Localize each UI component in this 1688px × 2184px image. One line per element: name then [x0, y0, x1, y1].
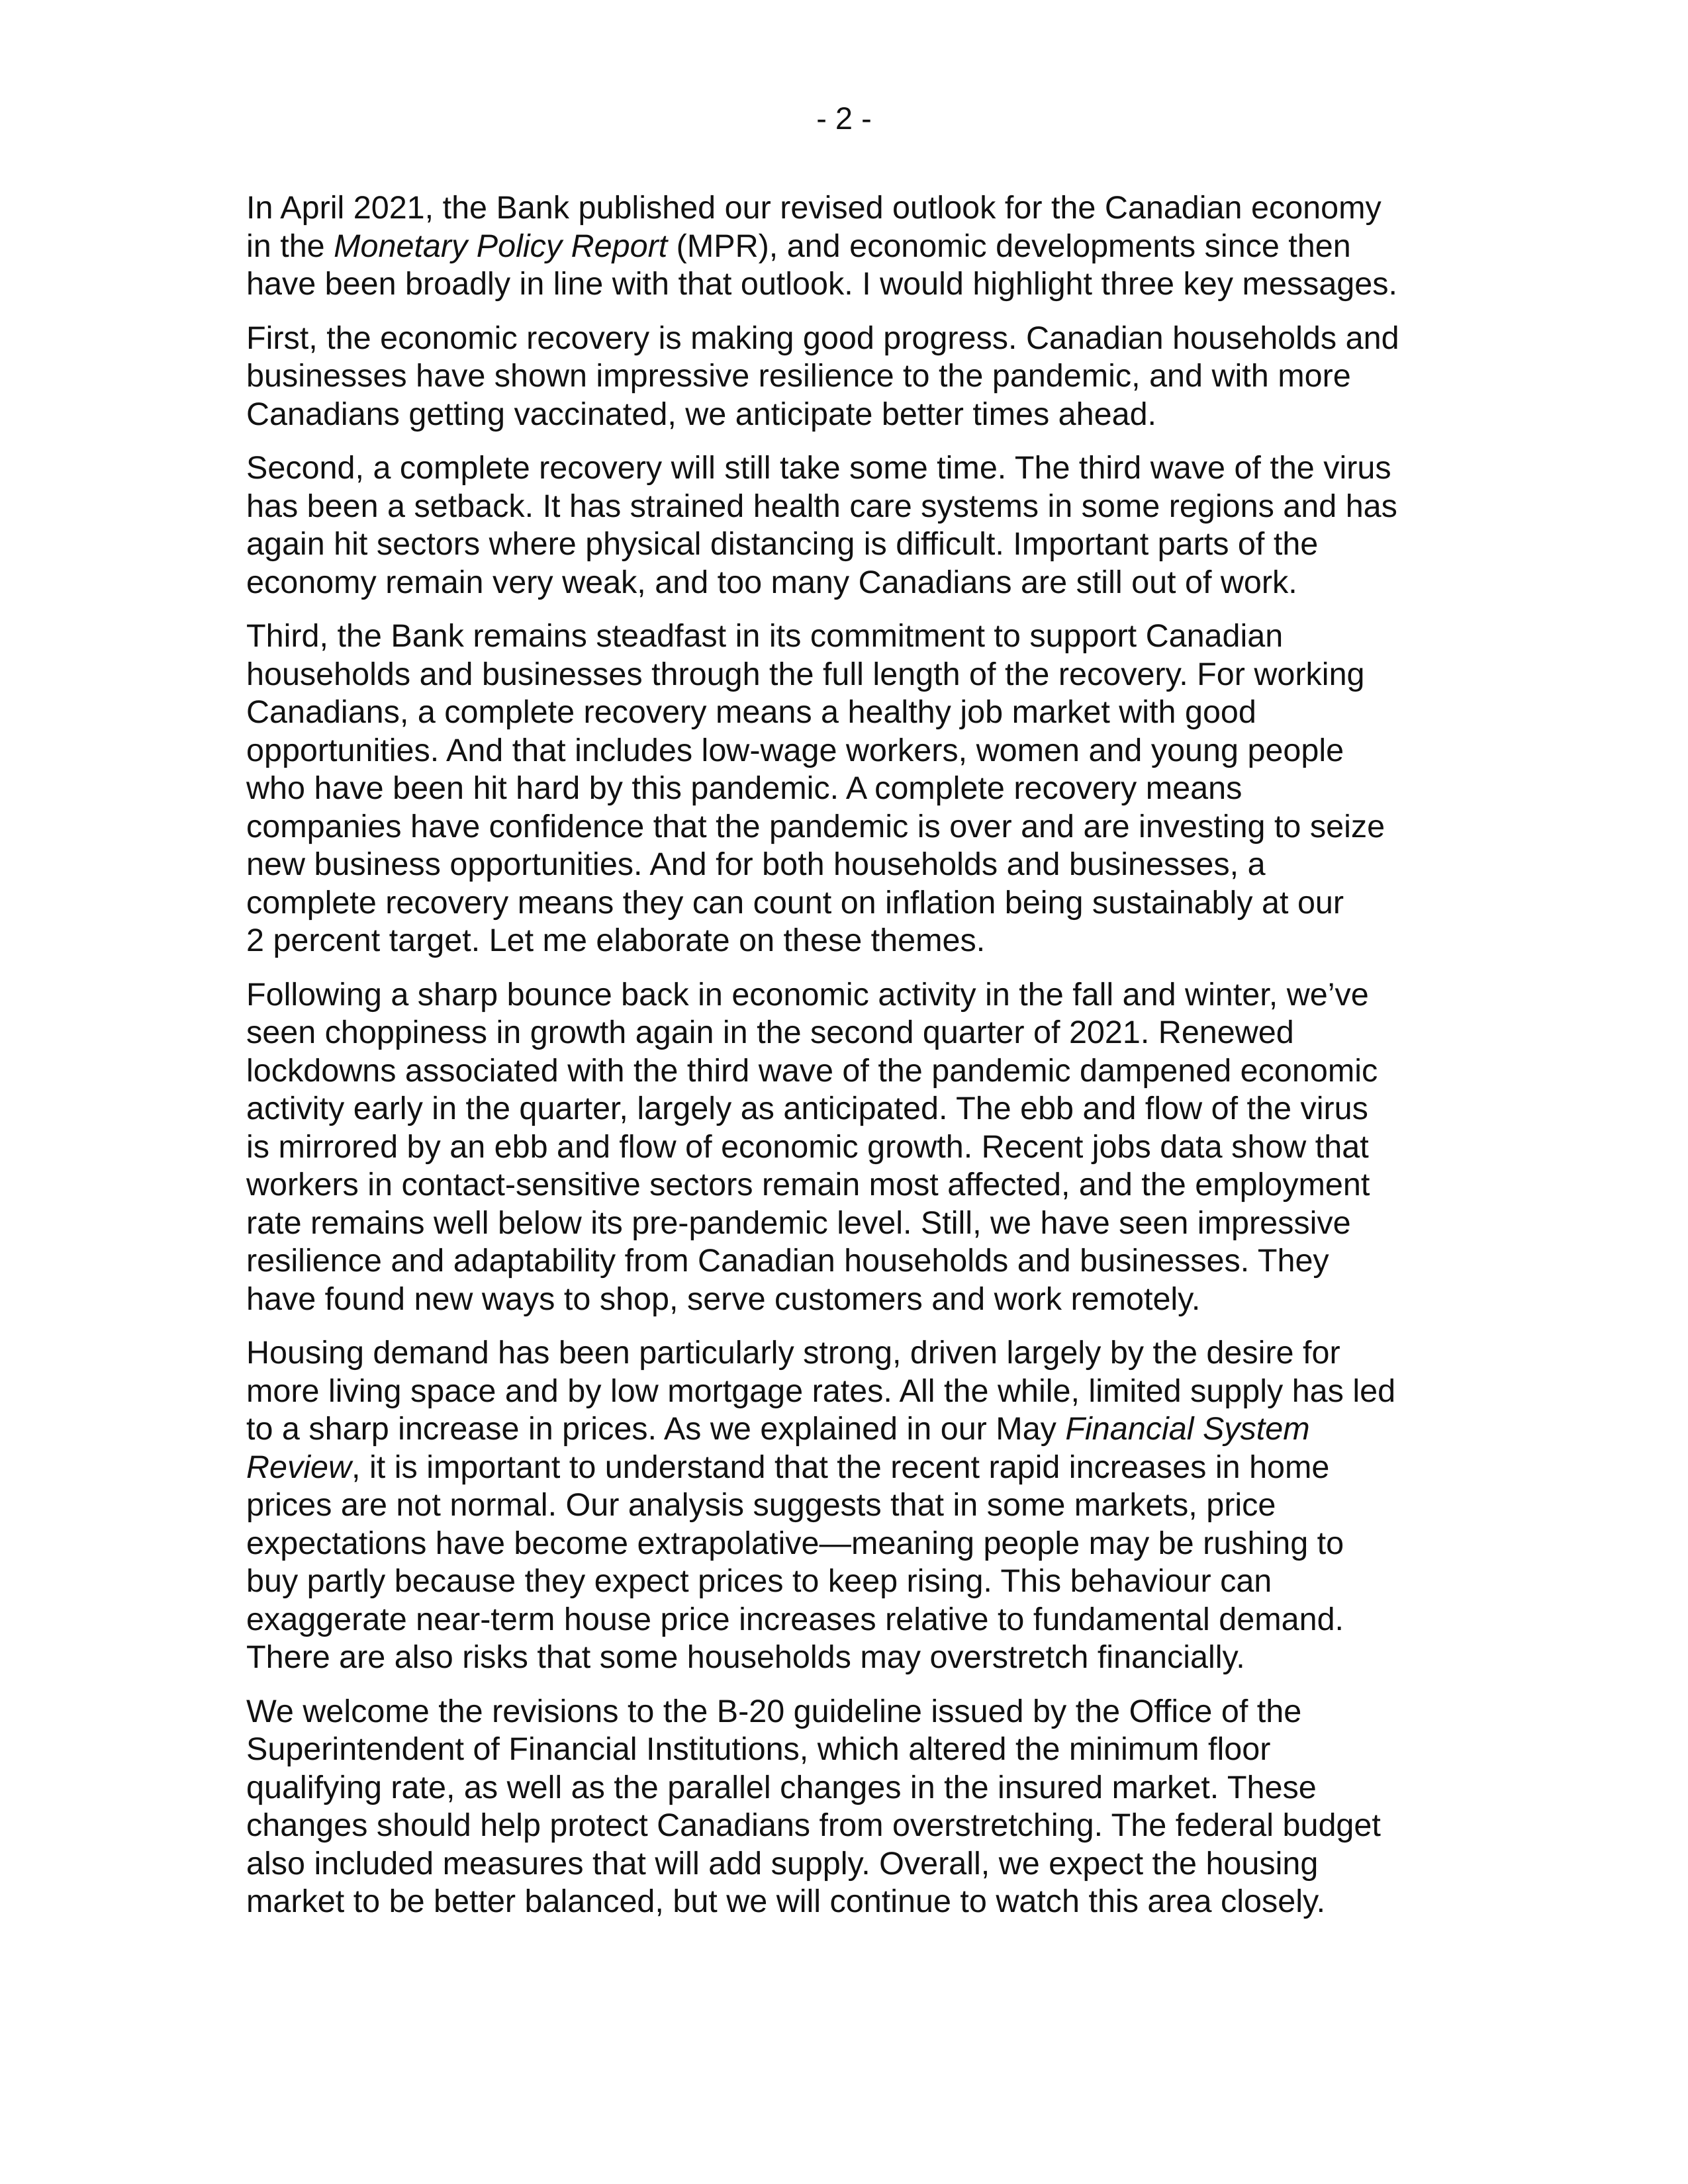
text-line: market to be better balanced, but we will continue to watch this area closely.: [246, 1884, 1326, 1919]
text-line: 2 percent target. Let me elaborate on these themes.: [246, 923, 986, 958]
text-line: Second, a complete recovery will still take some time. The third wave of the virus: [246, 450, 1391, 486]
text-line: resilience and adaptability from Canadian households and businesses. They: [246, 1243, 1329, 1279]
text-segment: (MPR), and economic developments since then: [667, 228, 1351, 264]
text-line: Third, the Bank remains steadfast in its commitment to support Canadian: [246, 618, 1284, 654]
text-line: Superintendent of Financial Institutions, which altered the minimum floor: [246, 1731, 1271, 1767]
paragraph: [246, 320, 1451, 434]
italic-title: Financial System: [1065, 1411, 1310, 1447]
text-line: buy partly because they expect prices to keep rising. This behaviour can: [246, 1563, 1272, 1599]
text-line: changes should help protect Canadians from overstretching. The federal budget: [246, 1807, 1381, 1843]
text-line: In April 2021, the Bank published our revised outlook for the Canadian economy: [246, 190, 1382, 226]
text-line: complete recovery means they can count on inflation being sustainably at our: [246, 884, 1344, 921]
text-line: Housing demand has been particularly strong, driven largely by the desire for: [246, 1335, 1340, 1371]
text-line: [246, 1410, 1451, 1449]
text-line: businesses have shown impressive resilience to the pandemic, and with more: [246, 358, 1351, 394]
text-line: activity early in the quarter, largely as anticipated. The ebb and flow of the virus: [246, 1091, 1368, 1126]
text-line: We welcome the revisions to the B-20 guideline issued by the Office of the: [246, 1693, 1302, 1729]
italic-title: Monetary Policy Report: [334, 228, 668, 264]
paragraph: [246, 189, 1451, 304]
text-line: seen choppiness in growth again in the second quarter of 2021. Renewed: [246, 1015, 1294, 1050]
text-line: who have been hit hard by this pandemic. A complete recovery means: [246, 770, 1243, 806]
text-line: have found new ways to shop, serve customers and work remotely.: [246, 1281, 1201, 1317]
text-line: lockdowns associated with the third wave of the pandemic dampened economic: [246, 1052, 1378, 1089]
text-line: Canadians getting vaccinated, we anticipate better times ahead.: [246, 396, 1157, 432]
text-line: workers in contact-sensitive sectors remain most affected, and the employment: [246, 1167, 1370, 1203]
paragraph: [246, 976, 1451, 1319]
text-line: has been a setback. It has strained health care systems in some regions and has: [246, 488, 1397, 524]
text-line: households and businesses through the full length of the recovery. For working: [246, 656, 1365, 692]
text-line: Following a sharp bounce back in economic activity in the fall and winter, we’ve: [246, 976, 1369, 1013]
page-number: - 2 -: [816, 101, 872, 136]
text-line: prices are not normal. Our analysis suggests that in some markets, price: [246, 1487, 1276, 1523]
italic-title: Review: [246, 1449, 352, 1485]
text-segment: in the: [246, 228, 334, 264]
text-line: There are also risks that some households may overstretch financially.: [246, 1639, 1245, 1675]
text-segment: to a sharp increase in prices. As we explained in our May: [246, 1411, 1066, 1447]
text-line: qualifying rate, as well as the parallel changes in the insured market. These: [246, 1769, 1317, 1805]
text-line: [246, 1449, 1451, 1487]
paragraph: [246, 1334, 1451, 1677]
text-line: opportunities. And that includes low-wage workers, women and young people: [246, 732, 1344, 768]
text-line: exaggerate near-term house price increases relative to fundamental demand.: [246, 1601, 1344, 1637]
text-line: First, the economic recovery is making good progress. Canadian households and: [246, 320, 1399, 356]
text-line: have been broadly in line with that outlook. I would highlight three key messages.: [246, 266, 1397, 302]
text-line: more living space and by low mortgage rates. All the while, limited supply has led: [246, 1373, 1396, 1409]
paragraph: [246, 1693, 1451, 1921]
text-line: Canadians, a complete recovery means a healthy job market with good: [246, 694, 1256, 730]
text-line: economy remain very weak, and too many Canadians are still out of work.: [246, 564, 1297, 600]
text-line: also included measures that will add supply. Overall, we expect the housing: [246, 1845, 1319, 1882]
paragraph: [246, 449, 1451, 602]
text-segment: , it is important to understand that the recent rapid increases in home: [352, 1449, 1330, 1485]
text-line: new business opportunities. And for both households and businesses, a: [246, 846, 1266, 882]
text-line: expectations have become extrapolative—meaning people may be rushing to: [246, 1525, 1344, 1561]
paragraph: [246, 617, 1451, 960]
text-line: companies have confidence that the pandemic is over and are investing to seize: [246, 808, 1385, 844]
text-line: again hit sectors where physical distancing is difficult. Important parts of the: [246, 526, 1319, 562]
text-line: rate remains well below its pre-pandemic level. Still, we have seen impressive: [246, 1205, 1351, 1241]
document-body: [246, 189, 1451, 1937]
text-line: [246, 228, 1451, 266]
text-line: is mirrored by an ebb and flow of economic growth. Recent jobs data show that: [246, 1128, 1369, 1165]
